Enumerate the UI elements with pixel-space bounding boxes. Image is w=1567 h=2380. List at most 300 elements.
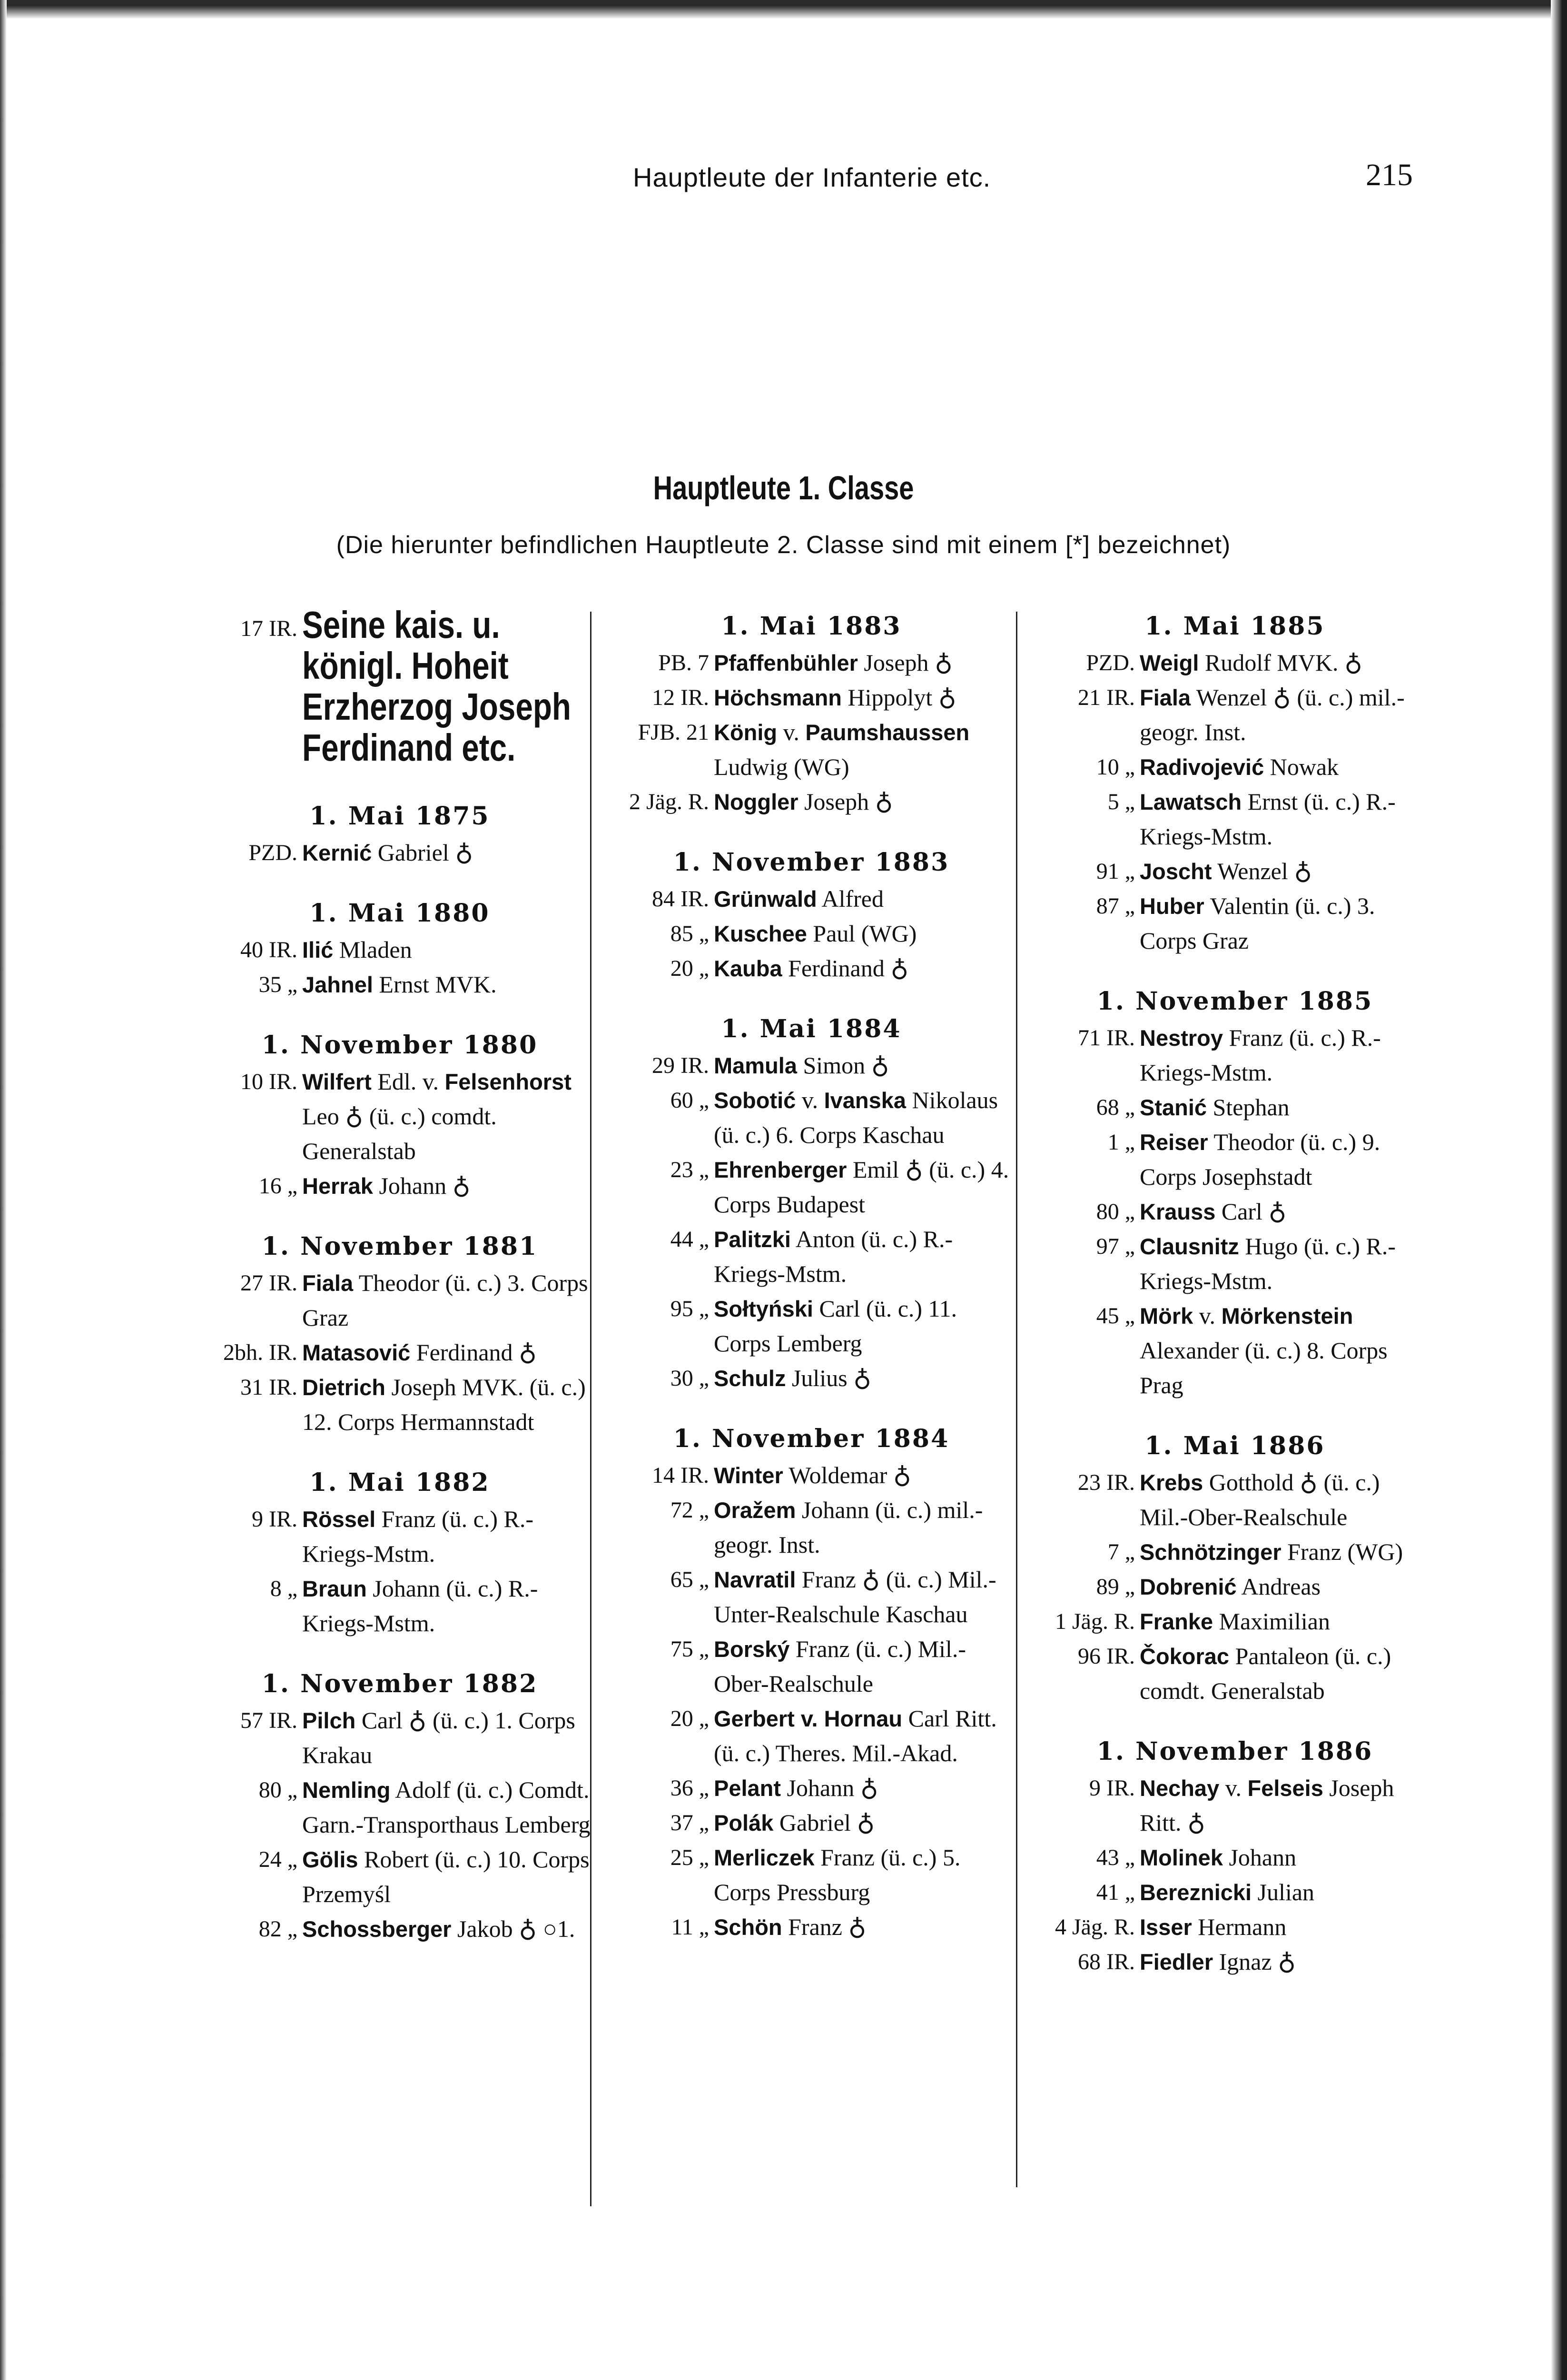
officer-name: Čokorac bbox=[1140, 1644, 1230, 1669]
officer-detail: Franz (ü. c.) R.-Kriegs-Mstm. bbox=[302, 1506, 533, 1567]
officer-name: Schulz bbox=[714, 1366, 786, 1391]
officer-name: Nemling bbox=[302, 1777, 391, 1803]
list-item bbox=[1037, 854, 1432, 889]
unit-ref: 14 IR. bbox=[652, 1463, 709, 1488]
officer-name: Ehrenberger bbox=[714, 1157, 847, 1182]
list-item bbox=[1037, 1604, 1432, 1639]
officer-detail: Franz bbox=[788, 1914, 842, 1940]
officer-detail: Jakob bbox=[457, 1915, 513, 1942]
unit-ref: 68 „ bbox=[1096, 1095, 1135, 1120]
list-item bbox=[611, 1152, 1011, 1222]
officer-name: Oražem bbox=[714, 1497, 796, 1523]
unit-ref: 16 „ bbox=[258, 1173, 297, 1199]
officer-detail: Johann bbox=[787, 1775, 855, 1801]
decoration-icon: ♁ bbox=[519, 1915, 537, 1943]
list-item bbox=[611, 1805, 1011, 1840]
date-heading: 1. Mai 1886 bbox=[1144, 1431, 1325, 1460]
officer-detail: Gotthold bbox=[1209, 1469, 1294, 1496]
officer-name-suffix: Mörkenstein bbox=[1221, 1303, 1353, 1329]
date-heading: 1. Mai 1882 bbox=[309, 1468, 490, 1497]
officer-name: Pfaffenbühler bbox=[714, 650, 858, 675]
officer-detail: Julian bbox=[1257, 1879, 1315, 1905]
unit-ref: 1 „ bbox=[1107, 1130, 1135, 1155]
column-3 bbox=[1037, 605, 1432, 1979]
officer-name: Fiala bbox=[1140, 685, 1191, 710]
date-heading: 1. November 1880 bbox=[261, 1031, 538, 1060]
list-item bbox=[1037, 784, 1432, 854]
unit-ref: 10 „ bbox=[1096, 754, 1135, 780]
unit-ref: PZD. bbox=[1086, 650, 1135, 675]
list-item bbox=[611, 1458, 1011, 1493]
officer-detail: Edl. v. bbox=[377, 1068, 439, 1095]
list-item bbox=[1037, 1639, 1432, 1708]
officer-detail: Julius bbox=[791, 1365, 848, 1391]
decoration-icon: ♁ bbox=[875, 788, 893, 815]
list-item bbox=[1037, 645, 1432, 680]
officer-name: Krebs bbox=[1140, 1470, 1203, 1495]
scan-edge-right bbox=[1551, 0, 1567, 2380]
unit-ref: 31 IR. bbox=[240, 1375, 297, 1400]
list-item bbox=[200, 835, 600, 870]
officer-name: Krauss bbox=[1140, 1199, 1216, 1224]
unit-ref: 4 Jäg. R. bbox=[1055, 1914, 1135, 1940]
officer-detail: Franz (ü. c.) R.-Kriegs-Mstm. bbox=[1140, 1024, 1381, 1086]
list-item bbox=[611, 1632, 1011, 1701]
officer-detail: Wenzel bbox=[1196, 684, 1267, 711]
list-item bbox=[1037, 1125, 1432, 1194]
date-heading: 1. November 1886 bbox=[1096, 1737, 1373, 1766]
list-item bbox=[1037, 1229, 1432, 1299]
officer-detail: v. bbox=[801, 1087, 818, 1113]
officer-detail: Franz (ü. c.) 5. Corps Pressburg bbox=[714, 1844, 961, 1905]
officer-name: Franke bbox=[1140, 1609, 1213, 1634]
officer-name: Kuschee bbox=[714, 921, 807, 946]
officer-name: Dietrich bbox=[302, 1375, 385, 1400]
decoration-icon: ♁ bbox=[862, 1566, 880, 1593]
officer-name: Sobotić bbox=[714, 1088, 796, 1113]
officer-name-suffix: Ivanska bbox=[824, 1088, 907, 1113]
officer-detail: Franz bbox=[801, 1566, 856, 1593]
unit-ref: 45 „ bbox=[1096, 1303, 1135, 1329]
officer-detail: (ü. c.) Mil.-Unter-Realschule Kaschau bbox=[714, 1566, 996, 1627]
officer-detail: Nikolaus (ü. c.) 6. Corps Kaschau bbox=[714, 1087, 998, 1148]
officer-name: Polák bbox=[714, 1810, 774, 1835]
unit-ref: 82 „ bbox=[258, 1916, 297, 1942]
list-item bbox=[1037, 1090, 1432, 1125]
officer-name: Kernić bbox=[302, 840, 372, 865]
unit-ref: 68 IR. bbox=[1078, 1949, 1135, 1974]
unit-ref: 8 „ bbox=[270, 1576, 297, 1601]
unit-ref: 87 „ bbox=[1096, 893, 1135, 919]
decoration-icon: ♁ bbox=[848, 1914, 867, 1941]
officer-detail: Joseph Ritt. bbox=[1140, 1775, 1394, 1836]
officer-name: Mamula bbox=[714, 1053, 797, 1078]
unit-ref: 84 IR. bbox=[652, 886, 709, 912]
list-item bbox=[1037, 1535, 1432, 1569]
list-item bbox=[611, 951, 1011, 986]
officer-name: Radivojević bbox=[1140, 754, 1264, 780]
officer-detail: Nowak bbox=[1270, 754, 1339, 780]
section-title: Hauptleute 1. Classe bbox=[653, 469, 914, 506]
list-item bbox=[1037, 1465, 1432, 1535]
officer-name: Seine kais. u. königl. Hoheit Erzherzog Joseph Ferdinand etc. bbox=[302, 604, 572, 769]
unit-ref: PZD. bbox=[248, 840, 297, 865]
officer-name: Herrak bbox=[302, 1173, 373, 1199]
officer-name-suffix: Felseis bbox=[1247, 1775, 1323, 1801]
officer-name: Schön bbox=[714, 1914, 782, 1940]
officer-detail: (ü. c.) 1. Corps Krakau bbox=[302, 1707, 575, 1768]
unit-ref: 20 „ bbox=[670, 956, 709, 981]
officer-name: Pelant bbox=[714, 1775, 781, 1801]
list-item bbox=[1037, 1771, 1432, 1840]
unit-ref: 35 „ bbox=[258, 972, 297, 997]
officer-name: Kauba bbox=[714, 956, 782, 981]
officer-detail: Alexander (ü. c.) 8. Corps Prag bbox=[1140, 1337, 1388, 1398]
officer-detail: (ü. c.) mil.-geogr. Inst. bbox=[1140, 684, 1405, 745]
officer-detail: (ü. c.) 4. Corps Budapest bbox=[714, 1156, 1009, 1218]
officer-detail: Carl Ritt. (ü. c.) Theres. Mil.-Akad. bbox=[714, 1705, 997, 1766]
officer-detail: Ferdinand bbox=[416, 1339, 513, 1366]
officer-detail: Simon bbox=[803, 1052, 866, 1079]
officer-detail: Gabriel bbox=[779, 1809, 851, 1836]
date-heading: 1. Mai 1875 bbox=[309, 802, 490, 831]
date-heading: 1. Mai 1885 bbox=[1144, 612, 1325, 641]
decoration-icon: ♁ bbox=[1344, 649, 1363, 676]
unit-ref: FJB. 21 bbox=[638, 720, 709, 745]
officer-detail: Carl bbox=[1221, 1198, 1262, 1225]
officer-detail: Theodor (ü. c.) 9. Corps Josephstadt bbox=[1140, 1129, 1380, 1190]
decoration-icon: ♁ bbox=[455, 839, 473, 866]
officer-detail: Pantaleon (ü. c.) comdt. Generalstab bbox=[1140, 1643, 1391, 1704]
list-item bbox=[1037, 1569, 1432, 1604]
unit-ref: 85 „ bbox=[670, 921, 709, 946]
unit-ref: 57 IR. bbox=[240, 1708, 297, 1733]
unit-ref: 60 „ bbox=[670, 1088, 709, 1113]
officer-detail: Ludwig (WG) bbox=[714, 754, 849, 780]
date-heading: 1. Mai 1883 bbox=[721, 612, 902, 641]
list-item bbox=[200, 1912, 600, 1946]
officer-name: Winter bbox=[714, 1463, 783, 1488]
officer-name: Fiedler bbox=[1140, 1949, 1213, 1974]
officer-detail: Ernst (ü. c.) R.-Kriegs-Mstm. bbox=[1140, 788, 1396, 850]
decoration-icon: ♁ bbox=[890, 955, 909, 982]
officer-name: Clausnitz bbox=[1140, 1234, 1239, 1259]
officer-name: Höchsmann bbox=[714, 685, 842, 710]
list-item bbox=[200, 1571, 600, 1641]
officer-name: Nestroy bbox=[1140, 1025, 1223, 1051]
unit-ref: 9 IR. bbox=[252, 1507, 297, 1532]
officer-name: Braun bbox=[302, 1576, 367, 1601]
officer-detail: (ü. c.) Mil.-Ober-Realschule bbox=[1140, 1469, 1380, 1530]
officer-name: Palitzki bbox=[714, 1227, 791, 1252]
officer-name: Jahnel bbox=[302, 972, 373, 997]
decoration-icon: ♁ bbox=[408, 1707, 427, 1734]
list-item bbox=[611, 1291, 1011, 1361]
officer-detail: Hugo (ü. c.) R.-Kriegs-Mstm. bbox=[1140, 1233, 1396, 1294]
unit-ref: 17 IR. bbox=[240, 616, 297, 641]
decoration-icon: ♁ bbox=[1300, 1469, 1318, 1496]
unit-ref: 24 „ bbox=[258, 1847, 297, 1872]
unit-ref: 1 Jäg. R. bbox=[1055, 1609, 1135, 1634]
officer-detail: Valentin (ü. c.) 3. Corps Graz bbox=[1140, 892, 1375, 954]
decoration-icon: ♁ bbox=[345, 1103, 364, 1130]
officer-detail: Rudolf MVK. bbox=[1204, 649, 1339, 676]
unit-ref: 75 „ bbox=[670, 1636, 709, 1662]
officer-name-suffix: Felsenhorst bbox=[444, 1069, 572, 1094]
officer-name: Merliczek bbox=[714, 1845, 815, 1870]
decoration-icon: ♁ bbox=[452, 1172, 471, 1200]
officer-detail: Leo bbox=[302, 1103, 339, 1130]
officer-detail: Johann bbox=[379, 1172, 447, 1199]
officer-name: Grünwald bbox=[714, 886, 817, 912]
unit-ref: 20 „ bbox=[670, 1706, 709, 1731]
officer-name: Fiala bbox=[302, 1270, 354, 1296]
officer-name: Gölis bbox=[302, 1847, 358, 1872]
decoration-icon: ♁ bbox=[1272, 684, 1291, 711]
officer-name: Bereznicki bbox=[1140, 1880, 1252, 1905]
column-1 bbox=[200, 605, 600, 1946]
officer-name: Rössel bbox=[302, 1507, 376, 1532]
date-heading: 1. Mai 1884 bbox=[721, 1014, 902, 1043]
date-heading: 1. November 1883 bbox=[673, 848, 950, 877]
unit-ref: 21 IR. bbox=[1078, 685, 1135, 710]
list-item bbox=[200, 1842, 600, 1912]
officer-detail: Hippolyt bbox=[848, 684, 933, 711]
officer-detail: (ü. c.) comdt. Generalstab bbox=[302, 1103, 497, 1164]
list-item bbox=[1037, 750, 1432, 784]
officer-detail: Johann bbox=[1229, 1844, 1297, 1871]
list-item bbox=[1037, 680, 1432, 750]
officer-detail: Ernst MVK. bbox=[379, 971, 497, 998]
officer-name: Molinek bbox=[1140, 1845, 1223, 1870]
list-item bbox=[1037, 889, 1432, 958]
unit-ref: 9 IR. bbox=[1089, 1775, 1135, 1801]
officer-name: Matasović bbox=[302, 1340, 411, 1365]
list-item bbox=[611, 1840, 1011, 1910]
unit-ref: 10 IR. bbox=[240, 1069, 297, 1094]
unit-ref: 37 „ bbox=[670, 1810, 709, 1835]
list-item bbox=[1037, 1021, 1432, 1090]
unit-ref: 30 „ bbox=[670, 1366, 709, 1391]
officer-name: Joscht bbox=[1140, 859, 1212, 884]
list-item bbox=[200, 967, 600, 1002]
officer-name: Schossberger bbox=[302, 1916, 452, 1942]
column-2 bbox=[611, 605, 1011, 1944]
unit-ref: 44 „ bbox=[670, 1227, 709, 1252]
officer-detail: Ignaz bbox=[1219, 1948, 1272, 1975]
officer-detail: Theodor (ü. c.) 3. Corps Graz bbox=[302, 1269, 588, 1331]
scan-edge-top bbox=[0, 0, 1567, 19]
list-item bbox=[611, 784, 1011, 819]
officer-detail: ○1. bbox=[542, 1915, 575, 1942]
decoration-icon: ♁ bbox=[1294, 858, 1312, 885]
officer-name: Wilfert bbox=[302, 1069, 372, 1094]
officer-detail: Gabriel bbox=[377, 839, 449, 866]
officer-detail: Hermann bbox=[1198, 1914, 1287, 1940]
list-item bbox=[611, 882, 1011, 916]
officer-name: Sołtyński bbox=[714, 1296, 813, 1321]
unit-ref: PB. 7 bbox=[658, 650, 709, 675]
officer-name: Gerbert v. Hornau bbox=[714, 1706, 903, 1731]
page-number: 215 bbox=[1366, 158, 1413, 192]
unit-ref: 36 „ bbox=[670, 1775, 709, 1801]
list-item bbox=[200, 1169, 600, 1203]
unit-ref: 27 IR. bbox=[240, 1270, 297, 1296]
officer-name: Lawatsch bbox=[1140, 789, 1242, 814]
unit-ref: 2 Jäg. R. bbox=[629, 789, 709, 814]
officer-detail: Franz (ü. c.) Mil.-Ober-Realschule bbox=[714, 1636, 966, 1697]
officer-detail: v. bbox=[1199, 1302, 1216, 1329]
list-item bbox=[200, 1064, 600, 1169]
officer-name: Weigl bbox=[1140, 650, 1199, 675]
unit-ref: 96 IR. bbox=[1078, 1644, 1135, 1669]
decoration-icon: ♁ bbox=[893, 1462, 911, 1489]
list-item bbox=[1037, 1840, 1432, 1875]
officer-name: Dobrenić bbox=[1140, 1574, 1237, 1599]
officer-detail: Maximilian bbox=[1219, 1608, 1330, 1635]
officer-detail: Stephan bbox=[1212, 1094, 1290, 1121]
officer-name: Schnötzinger bbox=[1140, 1539, 1281, 1565]
section-note: (Die hierunter befindlichen Hauptleute 2. Classe sind mit einem [*] bezeichnet) bbox=[336, 531, 1231, 559]
decoration-icon: ♁ bbox=[1278, 1948, 1296, 1975]
officer-detail: Johann (ü. c.) R.-Kriegs-Mstm. bbox=[302, 1575, 538, 1636]
unit-ref: 80 „ bbox=[1096, 1199, 1135, 1224]
list-item bbox=[200, 1266, 600, 1335]
officer-detail: Adolf (ü. c.) Comdt. Garn.-Transporthaus Lemberg bbox=[302, 1776, 591, 1838]
date-heading: 1. November 1882 bbox=[261, 1669, 538, 1698]
list-item bbox=[611, 1083, 1011, 1152]
officer-name: Reiser bbox=[1140, 1130, 1208, 1155]
list-item bbox=[611, 1910, 1011, 1944]
list-item bbox=[1037, 1875, 1432, 1910]
list-item bbox=[611, 1493, 1011, 1562]
officer-detail: Emil bbox=[852, 1156, 899, 1183]
officer-name: Isser bbox=[1140, 1914, 1192, 1940]
decoration-icon: ♁ bbox=[905, 1156, 923, 1183]
date-heading: 1. November 1884 bbox=[673, 1424, 950, 1453]
officer-name: Huber bbox=[1140, 893, 1204, 919]
list-item bbox=[611, 1771, 1011, 1805]
officer-detail: Wenzel bbox=[1217, 858, 1288, 884]
officer-detail: Joseph MVK. (ü. c.) 12. Corps Hermannstadt bbox=[302, 1374, 586, 1435]
officer-name: Ilić bbox=[302, 937, 334, 962]
decoration-icon: ♁ bbox=[860, 1775, 878, 1802]
officer-detail: Franz (WG) bbox=[1287, 1538, 1403, 1565]
date-heading: 1. November 1881 bbox=[261, 1232, 538, 1261]
list-item bbox=[611, 1361, 1011, 1396]
officer-name: Navratil bbox=[714, 1567, 796, 1592]
date-heading: 1. Mai 1880 bbox=[309, 899, 490, 928]
list-item bbox=[200, 932, 600, 967]
column-divider-2 bbox=[1016, 612, 1017, 2187]
officer-detail: Joseph bbox=[864, 649, 929, 676]
list-item bbox=[611, 1701, 1011, 1771]
list-item bbox=[611, 1562, 1011, 1632]
officer-name: König bbox=[714, 720, 778, 745]
list-item bbox=[200, 1502, 600, 1571]
list-item bbox=[200, 1335, 600, 1370]
decoration-icon: ♁ bbox=[1268, 1198, 1287, 1225]
scan-edge-left bbox=[0, 0, 7, 2380]
decoration-icon: ♁ bbox=[519, 1339, 537, 1366]
list-item bbox=[611, 715, 1011, 784]
date-heading: 1. November 1885 bbox=[1096, 987, 1373, 1016]
unit-ref: 23 IR. bbox=[1078, 1470, 1135, 1495]
unit-ref: 41 „ bbox=[1096, 1880, 1135, 1905]
unit-ref: 95 „ bbox=[670, 1296, 709, 1321]
officer-detail: Woldemar bbox=[788, 1462, 887, 1488]
unit-ref: 65 „ bbox=[670, 1567, 709, 1592]
officer-detail: Ferdinand bbox=[788, 955, 885, 982]
officer-detail: v. bbox=[1225, 1775, 1242, 1801]
list-item bbox=[1037, 1194, 1432, 1229]
officer-detail: Mladen bbox=[339, 936, 412, 963]
officer-detail: Andreas bbox=[1241, 1573, 1321, 1600]
list-item bbox=[611, 645, 1011, 680]
decoration-icon: ♁ bbox=[857, 1809, 875, 1836]
officer-detail: Carl bbox=[361, 1707, 403, 1734]
list-item bbox=[200, 1773, 600, 1842]
officer-detail: Robert (ü. c.) 10. Corps Przemyśl bbox=[302, 1846, 590, 1907]
officer-detail: Joseph bbox=[804, 788, 869, 815]
unit-ref: 97 „ bbox=[1096, 1234, 1135, 1259]
officer-name-suffix: Paumshaussen bbox=[805, 720, 970, 745]
unit-ref: 89 „ bbox=[1096, 1574, 1135, 1599]
unit-ref: 12 IR. bbox=[652, 685, 709, 710]
list-item bbox=[611, 1048, 1011, 1083]
unit-ref: 71 IR. bbox=[1078, 1025, 1135, 1051]
decoration-icon: ♁ bbox=[938, 684, 956, 711]
officer-name: Noggler bbox=[714, 789, 798, 814]
unit-ref: 91 „ bbox=[1096, 859, 1135, 884]
decoration-icon: ♁ bbox=[1187, 1809, 1206, 1836]
officer-detail: Johann (ü. c.) mil.-geogr. Inst. bbox=[714, 1497, 983, 1558]
unit-ref: 43 „ bbox=[1096, 1845, 1135, 1870]
list-item bbox=[200, 1703, 600, 1773]
officer-name: Stanić bbox=[1140, 1095, 1207, 1120]
list-item bbox=[611, 680, 1011, 715]
unit-ref: 7 „ bbox=[1107, 1539, 1135, 1565]
list-item bbox=[611, 916, 1011, 951]
officer-detail: v. bbox=[783, 719, 799, 745]
unit-ref: 5 „ bbox=[1107, 789, 1135, 814]
unit-ref: 40 IR. bbox=[240, 937, 297, 962]
list-item bbox=[1037, 1944, 1432, 1979]
running-title: Hauptleute der Infanterie etc. bbox=[633, 162, 991, 192]
officer-name: Borský bbox=[714, 1636, 790, 1662]
officer-detail: Paul (WG) bbox=[813, 920, 917, 947]
unit-ref: 72 „ bbox=[670, 1497, 709, 1523]
unit-ref: 25 „ bbox=[670, 1845, 709, 1870]
list-item bbox=[1037, 1299, 1432, 1403]
officer-detail: Carl (ü. c.) 11. Corps Lemberg bbox=[714, 1295, 957, 1357]
list-item bbox=[1037, 1910, 1432, 1944]
unit-ref: 11 „ bbox=[671, 1914, 709, 1940]
officer-name: Pilch bbox=[302, 1708, 356, 1733]
officer-detail: Anton (ü. c.) R.-Kriegs-Mstm. bbox=[714, 1226, 953, 1287]
list-item bbox=[200, 605, 600, 773]
unit-ref: 29 IR. bbox=[652, 1053, 709, 1078]
officer-detail: Alfred bbox=[821, 885, 884, 912]
unit-ref: 80 „ bbox=[258, 1777, 297, 1803]
officer-name: Mörk bbox=[1140, 1303, 1193, 1329]
list-item bbox=[611, 1222, 1011, 1291]
officer-name: Nechay bbox=[1140, 1775, 1220, 1801]
decoration-icon: ♁ bbox=[871, 1052, 889, 1079]
unit-ref: 2bh. IR. bbox=[223, 1340, 297, 1365]
list-item bbox=[200, 1370, 600, 1439]
unit-ref: 23 „ bbox=[670, 1157, 709, 1182]
